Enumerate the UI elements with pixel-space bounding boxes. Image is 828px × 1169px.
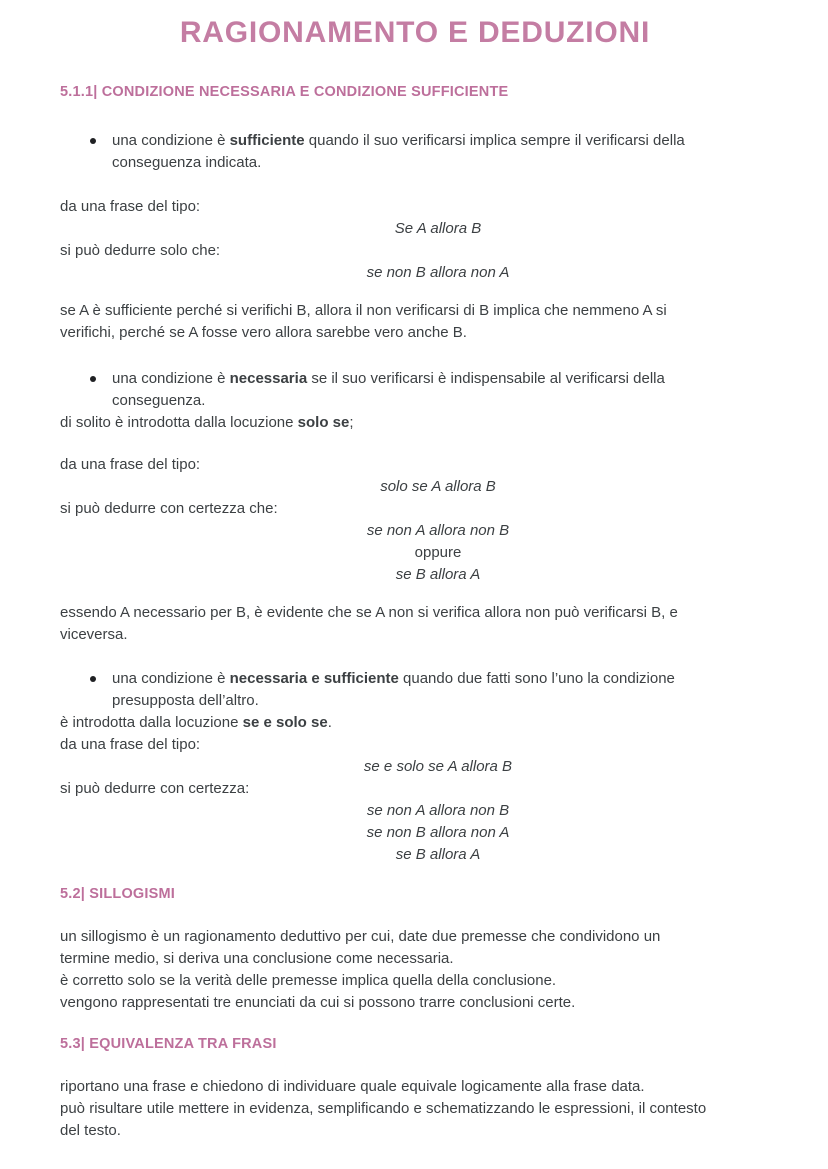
bullet-text [112, 368, 770, 412]
bullet-text-line: una condizione è necessaria e sufficiente quando due fatti sono l’uno la condizione [112, 670, 675, 687]
section-heading-5-2: 5.2| SILLOGISMI [60, 886, 176, 902]
bullet-marker [60, 668, 112, 690]
formula-line: se non B allora non A [366, 264, 510, 281]
formula-line: Se A allora B [394, 220, 482, 237]
bullet-text [112, 668, 770, 712]
paragraph [60, 602, 770, 646]
paragraph-line: si può dedurre solo che: [60, 242, 221, 259]
paragraph-line: essendo A necessario per B, è evidente che se A non si verifica allora non può verificarsi B, e [60, 604, 678, 621]
formula-line: se non A allora non B [366, 522, 510, 539]
paragraph-line: del testo. [60, 1122, 121, 1139]
section-heading-5-1-1: 5.1.1| CONDIZIONE NECESSARIA E CONDIZIONE SUFFICIENTE [60, 84, 509, 100]
bullet-text-line: una condizione è sufficiente quando il suo verificarsi implica sempre il verificarsi della [112, 132, 685, 149]
paragraph-line: verifichi, perché se A fosse vero allora sarebbe vero anche B. [60, 324, 467, 341]
bullet-text-line: una condizione è necessaria se il suo verificarsi è indispensabile al verificarsi della [112, 370, 665, 387]
bullet-text-line: presupposta dell’altro. [112, 692, 259, 709]
formula-line: solo se A allora B [380, 478, 496, 495]
formula-line: se e solo se A allora B [363, 758, 513, 775]
bullet-text-line: conseguenza indicata. [112, 154, 262, 171]
bullet-icon [90, 676, 96, 682]
bullet-marker [60, 368, 112, 390]
paragraph-line: può risultare utile mettere in evidenza, semplificando e schematizzando le espressioni, il contesto [60, 1100, 707, 1117]
paragraph-line: si può dedurre con certezza: [60, 780, 250, 797]
paragraph [60, 300, 770, 344]
bullet-text [112, 130, 770, 174]
bullet-text-line: conseguenza. [112, 392, 206, 409]
bullet-marker [60, 130, 112, 152]
bullet-icon [90, 376, 96, 382]
paragraph-line: vengono rappresentati tre enunciati da cui si possono trarre conclusioni certe. [60, 994, 576, 1011]
paragraph-line: di solito è introdotta dalla locuzione solo se; [60, 414, 354, 431]
bullet-item-sufficiente [60, 130, 770, 174]
page-title: RAGIONAMENTO E DEDUZIONI [179, 16, 651, 49]
paragraph-line: riportano una frase e chiedono di individuare quale equivale logicamente alla frase data. [60, 1078, 645, 1095]
paragraph-line: termine medio, si deriva una conclusione come necessaria. [60, 950, 454, 967]
section-heading-5-3: 5.3| EQUIVALENZA TRA FRASI [60, 1036, 277, 1052]
paragraph-line: si può dedurre con certezza che: [60, 500, 278, 517]
paragraph-line: è introdotta dalla locuzione se e solo se. [60, 714, 332, 731]
bullet-item-necessaria-e-sufficiente [60, 668, 770, 712]
paragraph [60, 926, 770, 1014]
paragraph [60, 1076, 770, 1142]
paragraph-line: è corretto solo se la verità delle premesse implica quella della conclusione. [60, 972, 557, 989]
formula-connector: oppure [414, 544, 462, 561]
paragraph-line: viceversa. [60, 626, 128, 643]
formula-line: se non A allora non B [366, 802, 510, 819]
bullet-icon [90, 138, 96, 144]
paragraph-line: un sillogismo è un ragionamento deduttivo per cui, date due premesse che condividono un [60, 928, 661, 945]
paragraph-line: da una frase del tipo: [60, 736, 201, 753]
bullet-item-necessaria [60, 368, 770, 412]
paragraph-line: da una frase del tipo: [60, 456, 201, 473]
formula-line: se B allora A [395, 846, 481, 863]
paragraph-line: se A è sufficiente perché si verifichi B, allora il non verificarsi di B implica che nemmeno A si [60, 302, 667, 319]
paragraph-line: da una frase del tipo: [60, 198, 201, 215]
formula-line: se non B allora non A [366, 824, 510, 841]
formula-line: se B allora A [395, 566, 481, 583]
